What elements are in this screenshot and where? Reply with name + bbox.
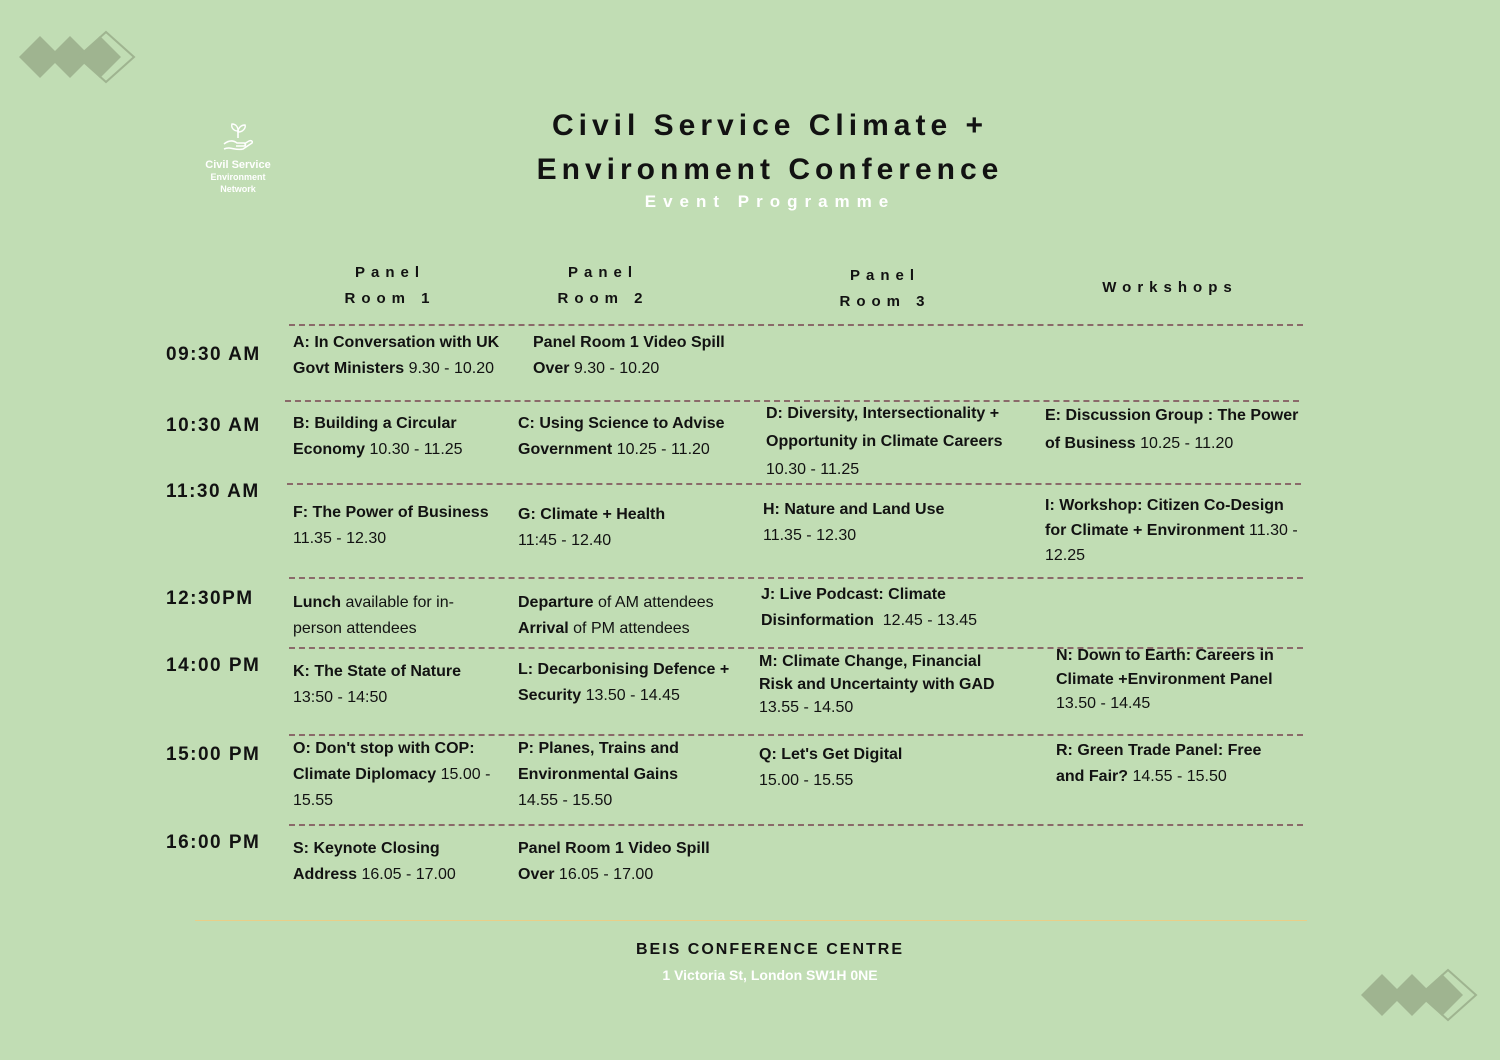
departure-text: of AM attendees (593, 594, 714, 611)
logo-text-line-2: Environment (210, 172, 266, 182)
session-title: S: Keynote Closing Address (293, 840, 440, 883)
session-g (518, 502, 688, 554)
time-slot: 16:00 PM (166, 832, 261, 853)
venue-name: BEIS CONFERENCE CENTRE (635, 941, 905, 958)
session-title: Panel Room 1 Video Spill Over (518, 840, 710, 883)
session-time: 11.35 - 12.30 (763, 527, 857, 544)
decorative-diamonds-top-left (18, 30, 138, 86)
session-title: B: Building a Circular Economy (293, 415, 457, 458)
row-divider (289, 824, 1303, 826)
session-time: 10.30 - 11.25 (365, 441, 463, 458)
session-panel-room-1-spill-over (533, 330, 728, 382)
session-title: P: Planes, Trains and Environmental Gains (518, 740, 679, 783)
session-j (761, 582, 1011, 634)
session-title: O: Don't stop with COP: Climate Diplomacy (293, 740, 475, 783)
plant-hand-icon (221, 122, 255, 152)
time-slot: 12:30PM (166, 588, 254, 609)
time-slot: 15:00 PM (166, 744, 261, 765)
session-title: E: Discussion Group : The Power of Business (1045, 407, 1299, 452)
arrival-text: of PM attendees (568, 620, 690, 637)
session-l (518, 657, 753, 709)
session-title: C: Using Science to Advise Government (518, 415, 725, 458)
session-time: 10.30 - 11.25 (766, 461, 860, 478)
session-time: 16.05 - 17.00 (357, 866, 456, 883)
session-title: D: Diversity, Intersectionality + Opportunity in Climate Careers (766, 405, 1003, 450)
session-time: 14.55 - 15.50 (518, 792, 613, 809)
title-line-2: Environment Conference (536, 153, 1004, 186)
title-line-1: Civil Service Climate + (551, 109, 988, 142)
time-slot: 11:30 AM (166, 481, 260, 502)
session-time: 13.50 - 14.45 (581, 687, 680, 704)
session-r (1056, 738, 1286, 790)
time-slot: 09:30 AM (166, 344, 261, 365)
time-slot: 10:30 AM (166, 415, 261, 436)
session-title: M: Climate Change, Financial Risk and Uncertainty with GAD (759, 653, 995, 693)
session-a (293, 330, 518, 382)
session-title: Panel Room 1 Video Spill Over (533, 334, 725, 377)
session-n (1056, 644, 1301, 716)
logo-text-line-3: Network (220, 184, 256, 194)
logo-text-line-1: Civil Service (205, 159, 271, 171)
session-f (293, 500, 503, 552)
session-title: K: The State of Nature (293, 663, 462, 680)
session-p (518, 736, 703, 814)
session-time: 13:50 - 14:50 (293, 689, 388, 706)
row-divider (289, 324, 1303, 326)
footer-divider (195, 920, 1307, 921)
column-header-line-1: Panel (354, 264, 426, 281)
session-departure-arrival (518, 590, 748, 642)
session-time: 13.50 - 14.45 (1056, 695, 1151, 712)
column-header-line-1: Panel (567, 264, 639, 281)
session-e (1045, 402, 1305, 458)
row-divider (289, 577, 1303, 579)
session-title: N: Down to Earth: Careers in Climate +Environment Panel (1056, 647, 1274, 688)
column-header-panel-room-1 (290, 260, 490, 312)
session-s (293, 836, 478, 888)
session-panel-room-1-spill-over-pm (518, 836, 733, 888)
page-subtitle: Event Programme (644, 192, 896, 211)
column-header-line-1: Panel (849, 267, 921, 284)
session-time: 11.30 - 12.25 (1045, 522, 1298, 564)
session-title: J: Live Podcast: Climate Disinformation (761, 586, 946, 629)
network-logo (190, 122, 286, 195)
session-time: 9.30 - 10.20 (404, 360, 494, 377)
session-q (759, 742, 929, 794)
session-time: 9.30 - 10.20 (569, 360, 660, 377)
departure-label: Departure (518, 594, 594, 611)
session-h (763, 497, 963, 549)
session-title: Lunch (293, 594, 341, 611)
session-m (759, 650, 1019, 719)
session-title: Q: Let's Get Digital (759, 746, 903, 763)
session-title: F: The Power of Business (293, 504, 489, 521)
session-time: 16.05 - 17.00 (554, 866, 654, 883)
page-title (450, 104, 1090, 192)
session-b (293, 411, 493, 463)
session-time: 12.45 - 13.45 (873, 612, 978, 629)
session-title: H: Nature and Land Use (763, 501, 945, 518)
column-header-line-1: Workshops (1102, 279, 1238, 296)
session-time: 11.35 - 12.30 (293, 530, 387, 547)
session-time: 15.00 - 15.55 (293, 766, 491, 809)
session-i (1045, 493, 1305, 568)
session-time: 14.55 - 15.50 (1128, 768, 1227, 785)
arrival-label: Arrival (518, 620, 569, 637)
venue-address: 1 Victoria St, London SW1H 0NE (662, 967, 878, 983)
session-k (293, 659, 493, 711)
session-o (293, 736, 503, 814)
session-d (766, 400, 1031, 484)
session-title: A: In Conversation with UK Govt Ministers (293, 334, 500, 377)
session-c (518, 411, 743, 463)
session-title: I: Workshop: Citizen Co-Design for Climate + Environment (1045, 497, 1284, 539)
session-lunch (293, 590, 478, 642)
session-time: 10.25 - 11.20 (612, 441, 710, 458)
session-time: available for in-person attendees (293, 594, 454, 637)
session-time: 11:45 - 12.40 (518, 532, 612, 549)
column-header-panel-room-3 (785, 263, 985, 315)
session-title: R: Green Trade Panel: Free and Fair? (1056, 742, 1262, 785)
column-header-workshops (1070, 275, 1270, 301)
session-title: G: Climate + Health (518, 506, 666, 523)
column-header-line-2: Room 1 (344, 290, 436, 307)
session-time: 10.25 - 11.20 (1135, 435, 1234, 452)
column-header-line-2: Room 2 (557, 290, 649, 307)
time-slot: 14:00 PM (166, 655, 261, 676)
column-header-line-2: Room 3 (839, 293, 931, 310)
session-title: L: Decarbonising Defence + Security (518, 661, 730, 704)
session-time: 15.00 - 15.55 (759, 772, 854, 789)
column-header-panel-room-2 (503, 260, 703, 312)
session-time: 13.55 - 14.50 (759, 699, 854, 716)
